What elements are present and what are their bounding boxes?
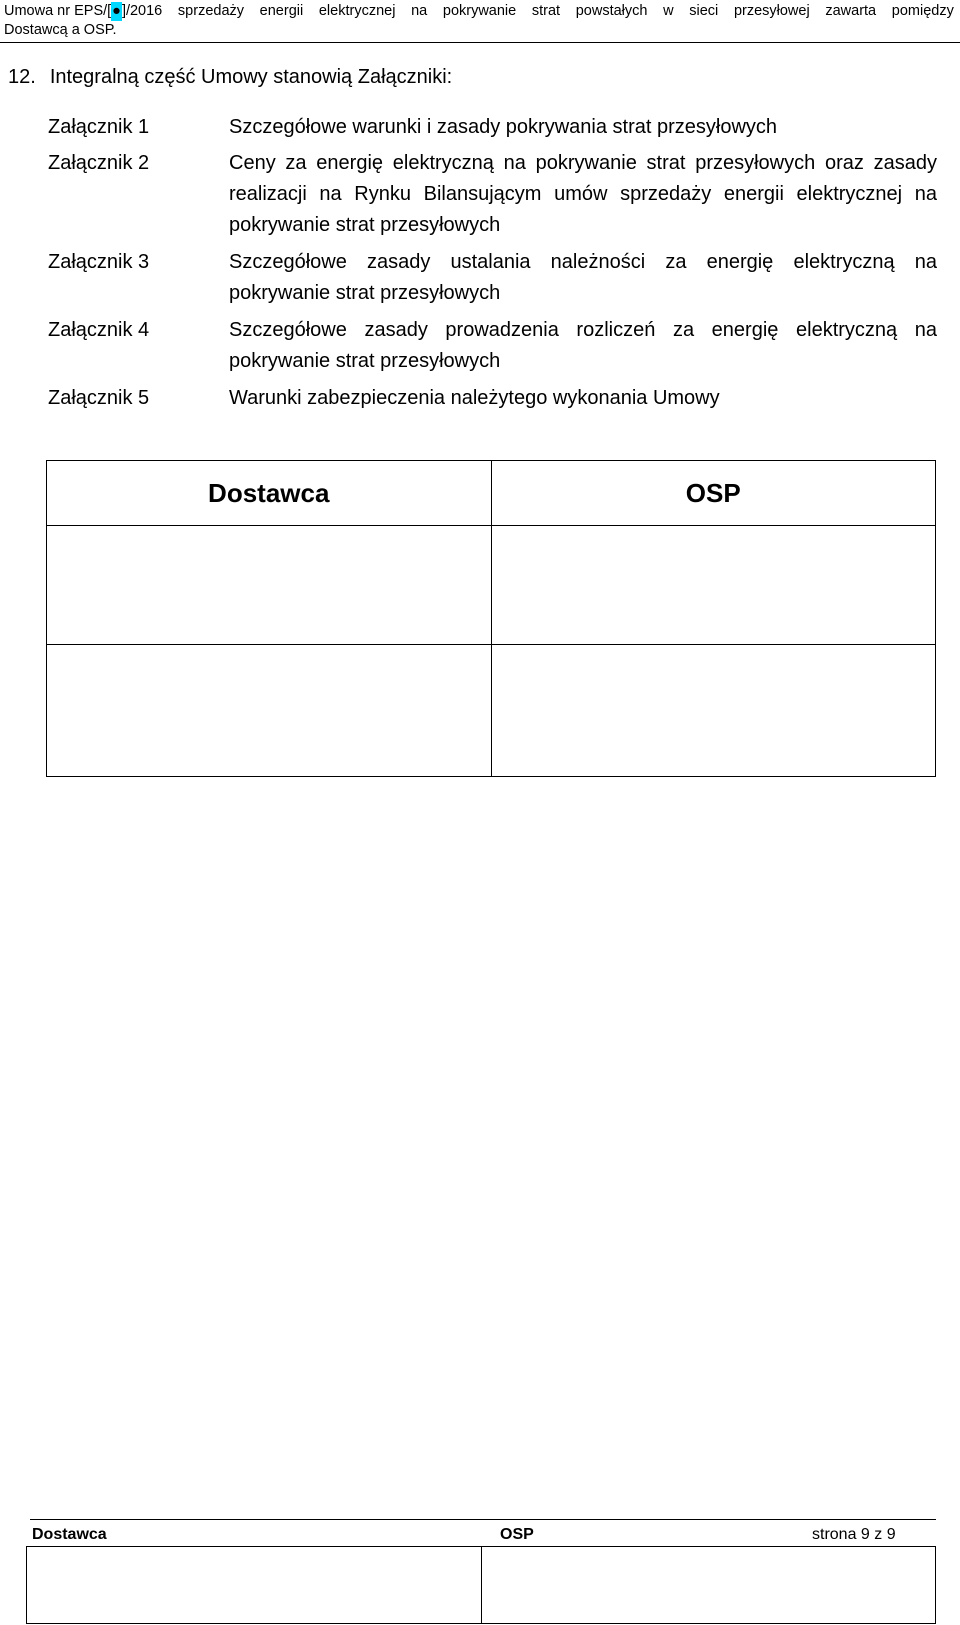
- header-word: pomiędzy: [891, 3, 954, 19]
- footer-initials-dostawca: [27, 1547, 482, 1624]
- footer-label-osp: OSP: [500, 1526, 534, 1543]
- annex-item-2: [48, 148, 938, 241]
- annex-description: Szczegółowe warunki i zasady pokrywania strat przesyłowych: [229, 116, 778, 138]
- signature-cell-osp: [491, 526, 936, 645]
- header-word: na: [411, 3, 428, 19]
- footer-initials-table: [26, 1546, 936, 1624]
- annex-description: Szczegółowe zasady prowadzenia rozliczeń za energię elektryczną na pokrywanie strat przesyłowych: [229, 319, 937, 372]
- annex-item-1: [48, 112, 938, 143]
- annex-description: Ceny za energię elektryczną na pokrywanie strat przesyłowych oraz zasady realizacji na Rynku Bilansującym umów sprzedaży energii elektrycznej na pokrywanie strat przesyłowych: [229, 152, 937, 236]
- annex-label: Załącznik 1: [48, 116, 150, 138]
- header-divider: [0, 42, 960, 43]
- annex-label: Załącznik 3: [48, 251, 150, 273]
- signature-table-header: [47, 461, 936, 526]
- annex-item-3: [48, 247, 938, 309]
- footer-labels: [32, 1526, 912, 1546]
- section-number: 12.: [8, 66, 36, 88]
- signature-cell-dostawca: [47, 526, 492, 645]
- footer-initials-row: [27, 1547, 936, 1624]
- annex-description: Warunki zabezpieczenia należytego wykonania Umowy: [229, 387, 720, 409]
- footer-initials-osp: [481, 1547, 936, 1624]
- signature-cell-osp: [491, 645, 936, 777]
- header-word: powstałych: [575, 3, 648, 19]
- signature-row: [47, 645, 936, 777]
- placeholder-marker: ●: [112, 3, 121, 19]
- signature-col-dostawca: Dostawca: [47, 461, 492, 526]
- signature-table: [46, 460, 936, 777]
- header-word: w: [663, 3, 674, 19]
- running-header: [4, 2, 954, 40]
- footer-divider: [30, 1519, 936, 1520]
- header-word: pokrywanie: [442, 3, 517, 19]
- annex-label: Załącznik 2: [48, 152, 150, 174]
- header-word: strat: [531, 3, 561, 19]
- annex-item-4: [48, 315, 938, 377]
- signature-col-osp: OSP: [491, 461, 936, 526]
- header-line-2: Dostawcą a OSP.: [4, 22, 117, 38]
- header-word: elektrycznej: [318, 3, 396, 19]
- section-title: Integralną część Umowy stanowią Załączniki:: [49, 66, 453, 88]
- section-heading: [8, 65, 452, 89]
- page-number: strona 9 z 9: [812, 1526, 896, 1543]
- header-contract-number: Umowa nr EPS/[●]/2016: [4, 3, 163, 19]
- annex-label: Załącznik 5: [48, 387, 150, 409]
- annex-label: Załącznik 4: [48, 319, 150, 341]
- annex-description: Szczegółowe zasady ustalania należności za energię elektryczną na pokrywanie strat przesyłowych: [229, 251, 937, 304]
- footer-label-dostawca: Dostawca: [32, 1526, 107, 1543]
- header-word: energii: [259, 3, 304, 19]
- header-word: sprzedaży: [177, 3, 245, 19]
- signature-cell-dostawca: [47, 645, 492, 777]
- annex-item-5: [48, 383, 938, 414]
- header-word: sieci: [689, 3, 719, 19]
- header-line-1: [4, 2, 954, 21]
- signature-row: [47, 526, 936, 645]
- header-word: zawarta: [825, 3, 877, 19]
- header-word: przesyłowej: [733, 3, 810, 19]
